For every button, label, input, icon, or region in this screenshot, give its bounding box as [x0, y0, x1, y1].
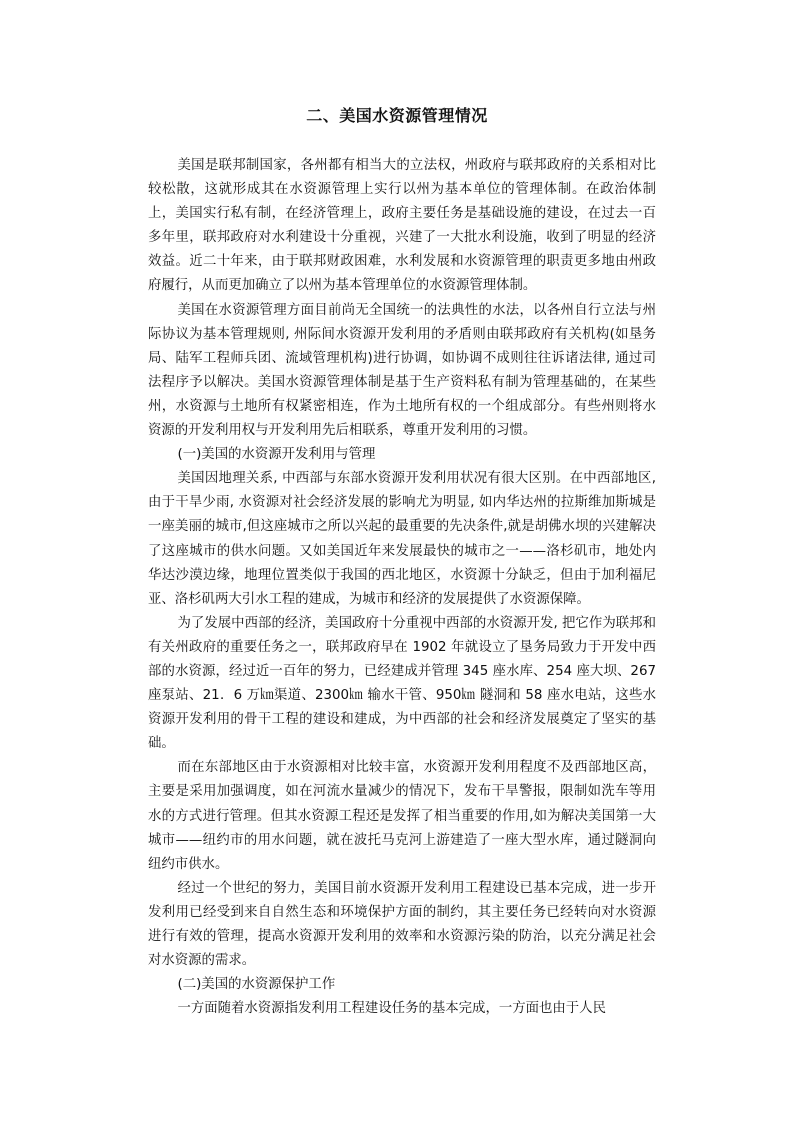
- paragraph-federal-system: 美国是联邦制国家，各州都有相当大的立法权，州政府与联邦政府的关系相对比较松散，这就形成其在水资源管理上实行以州为基本单位的管理体制。在政治体制上，美国实行私有制，在经济管理上，政府主要任务是基础设施的建设，在过去一百多年里，联邦政府对水利建设十分重视，兴建了一大批水利设施，收到了明显的经济效益。近二十年来，由于联邦财政困难，水利发展和水资源管理的职责更多地由州政府履行，从而更加确立了以州为基本管理单位的水资源管理体制。: [148, 158, 656, 294]
- document-body: [148, 154, 656, 1021]
- section-heading-protection: (二)美国的水资源保护工作: [177, 977, 336, 993]
- document-title: 二、美国水资源管理情况: [306, 106, 488, 125]
- paragraph-century-effort: 经过一个世纪的努力，美国目前水资源开发利用工程建设已基本完成，进一步开发利用已经受到来自自然生态和环境保护方面的制约，其主要任务已经转向对水资源进行有效的管理，提高水资源开发利用的效率和水资源污染的防治，以充分满足社会对水资源的需求。: [148, 880, 656, 969]
- paragraph-geography: 美国因地理关系, 中西部与东部水资源开发利用状况有很大区别。在中西部地区, 由于干旱少雨, 水资源对社会经济发展的影响尤为明显, 如内华达州的拉斯维加斯城是一座美丽的城市,但这座城市之所以兴起的最重要的先决条件,就是胡佛水坝的兴建解决了这座城市的供水问题。又如美国近年来发展最快的城市之一——洛杉矶市，地处内华达沙漠边缘，地理位置类似于我国的西北地区，水资源十分缺乏，但由于加利福尼亚、洛杉矶两大引水工程的建成，为城市和经济的发展提供了水资源保障。: [148, 471, 656, 607]
- paragraph-water-law: 美国在水资源管理方面目前尚无全国统一的法典性的水法，以各州自行立法与州际协议为基本管理规则, 州际间水资源开发利用的矛盾则由联邦政府有关机构(如垦务局、陆军工程师兵团、流域管理机构)进行协调，如协调不成则往往诉诸法律, 通过司法程序予以解决。美国水资源管理体制是基于生产资料私有制为管理基础的，在某些州，水资源与土地所有权紧密相连，作为土地所有权的一个组成部分。有些州则将水资源的开发利用权与开发利用先后相联系，尊重开发利用的习惯。: [148, 302, 656, 439]
- paragraph-east-region: 而在东部地区由于水资源相对比较丰富，水资源开发利用程度不及西部地区高，主要是采用加强调度，如在河流水量减少的情况下，发布干旱警报，限制如洗车等用水的方式进行管理。但其水资源工程还是发挥了相当重要的作用,如为解决美国第一大城市——纽约市的用水问题，就在波托马克河上游建造了一座大型水库，通过隧洞向纽约市供水。: [148, 760, 656, 872]
- section-heading-development: (一)美国的水资源开发利用与管理: [177, 447, 376, 463]
- paragraph-midwest-development: 为了发展中西部的经济，美国政府十分重视中西部的水资源开发, 把它作为联邦和有关州政府的重要任务之一，联邦政府早在 1902 年就设立了垦务局致力于开发中西部的水资源，经过近一百年的努力，已经建成并管理 345 座水库、254 座大坝、267 座泵站、21．6 万㎞渠道、2300㎞ 输水干管、950㎞ 隧洞和 58 座水电站，这些水资源开发利用的骨干工程的建设和建成，为中西部的社会和经济发展奠定了坚实的基础。: [148, 615, 656, 752]
- paragraph-protection-intro: 一方面随着水资源指发利用工程建设任务的基本完成，一方面也由于人民: [177, 1001, 606, 1017]
